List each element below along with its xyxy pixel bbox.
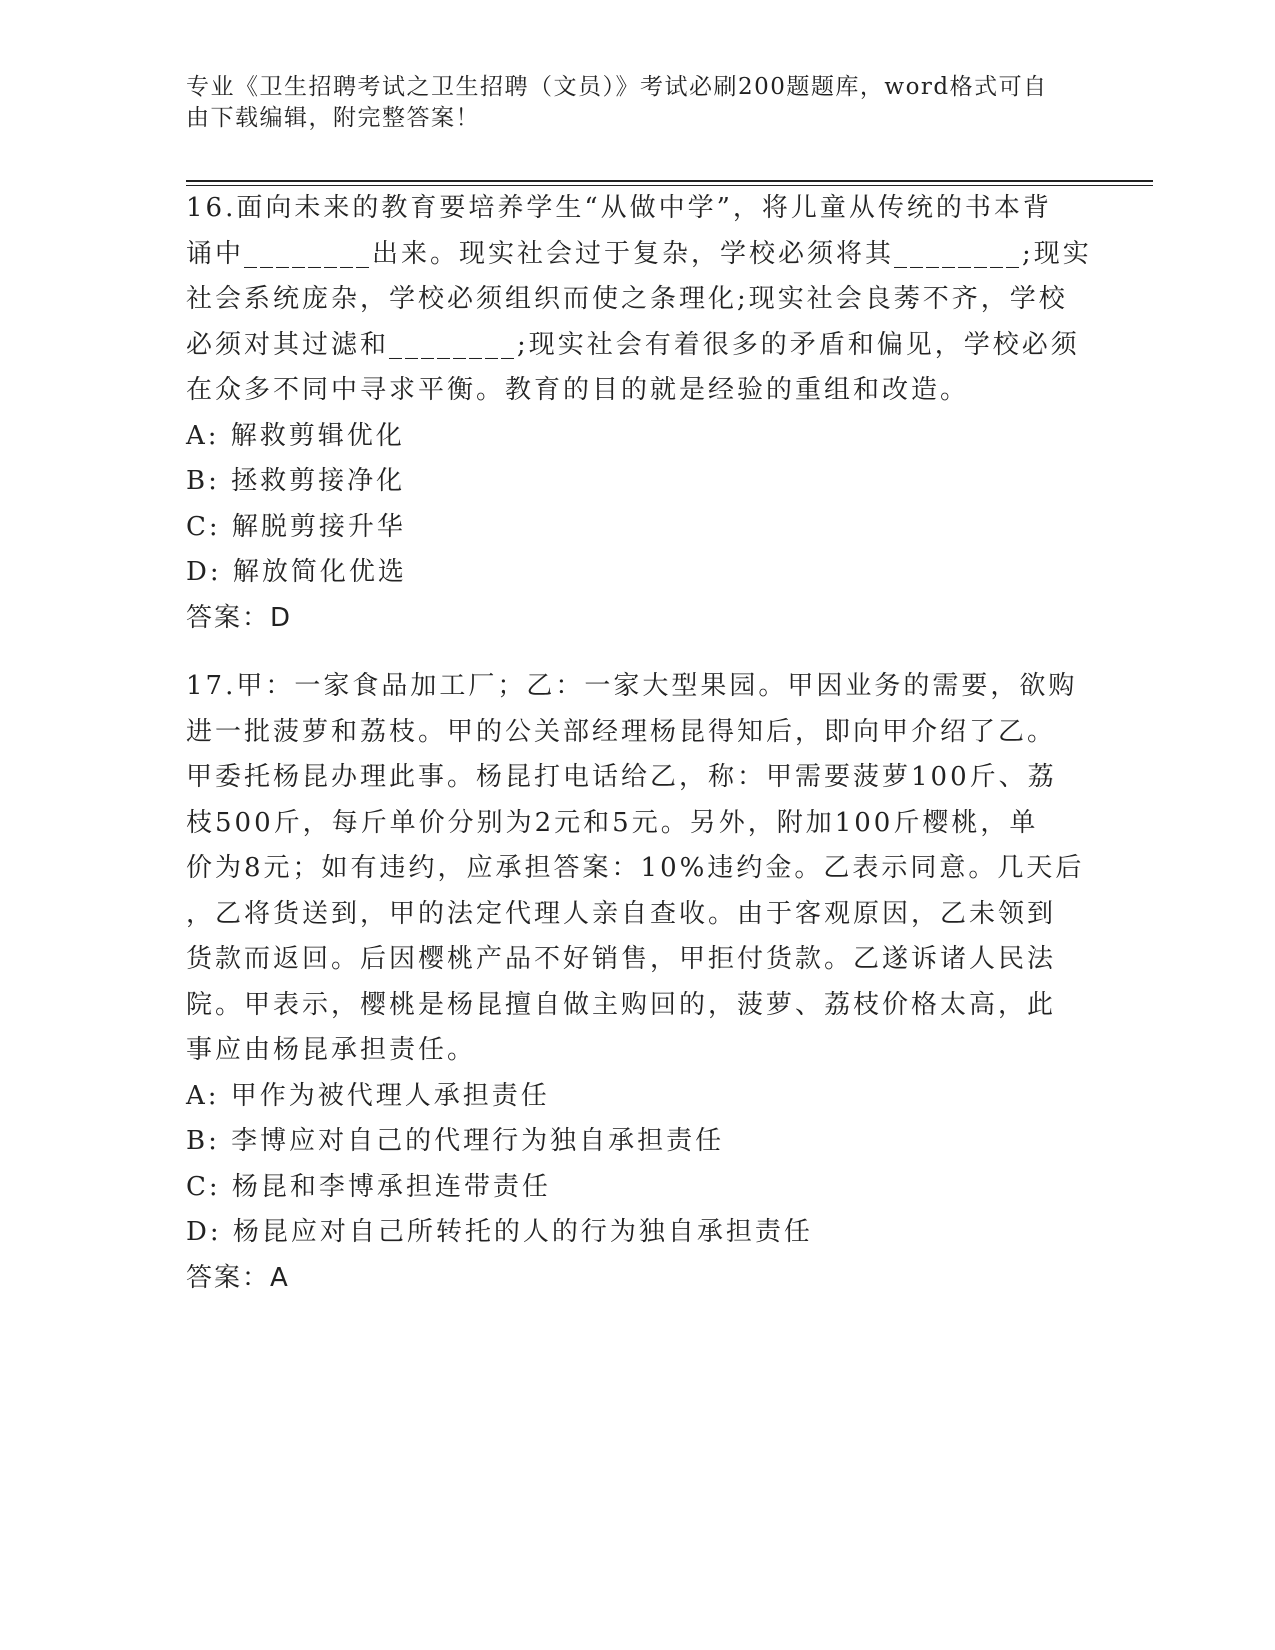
question-line: 枝500斤，每斤单价分别为2元和5元。另外，附加100斤樱桃，单: [186, 807, 1039, 838]
question-line: 诵中________出来。现实社会过于复杂，学校必须将其________;现实: [186, 238, 1092, 269]
header-line-1: 专业《卫生招聘考试之卫生招聘（文员）》考试必刷200题题库，word格式可自: [186, 74, 1048, 100]
question-line: 事应由杨昆承担责任。: [186, 1035, 477, 1065]
question-line: ，乙将货送到，甲的法定代理人亲自查收。由于客观原因，乙未领到: [186, 898, 1057, 929]
option-a: A: 甲作为被代理人承担责任: [186, 1080, 550, 1111]
question-line: 院。甲表示，樱桃是杨昆擅自做主购回的，菠萝、荔枝价格太高，此: [186, 989, 1057, 1020]
question-line: 16.面向未来的教育要培养学生“从做中学”，将儿童从传统的书本背: [186, 193, 1052, 223]
answer-label: 答案：A: [186, 1262, 290, 1293]
question-17: [186, 664, 1085, 1301]
question-line: 进一批菠萝和荔枝。甲的公关部经理杨昆得知后，即向甲介绍了乙。: [186, 716, 1057, 747]
option-d: D: 杨昆应对自己所转托的人的行为独自承担责任: [186, 1217, 813, 1247]
question-line: 必须对其过滤和________;现实社会有着很多的矛盾和偏见，学校必须: [186, 329, 1080, 360]
question-line: 在众多不同中寻求平衡。教育的目的就是经验的重组和改造。: [186, 375, 970, 405]
question-text: [186, 664, 1085, 1074]
option-d: D: 解放简化优选: [186, 557, 407, 587]
question-line: 甲委托杨昆办理此事。杨昆打电话给乙，称：甲需要菠萝100斤、荔: [186, 762, 1057, 792]
option-c: C: 解脱剪接升华: [186, 511, 406, 542]
answer-label: 答案：D: [186, 602, 293, 633]
option-b: B: 李博应对自己的代理行为独自承担责任: [186, 1126, 725, 1156]
document-header: [186, 72, 1066, 134]
question-line: 社会系统庞杂，学校必须组织而使之条理化;现实社会良莠不齐，学校: [186, 284, 1068, 314]
header-rule-thick: [186, 180, 1153, 182]
question-text: [186, 186, 1092, 414]
question-line: 价为8元；如有违约，应承担答案：10%违约金。乙表示同意。几天后: [186, 853, 1085, 883]
option-a: A: 解救剪辑优化: [186, 420, 405, 451]
question-line: 货款而返回。后因樱桃产品不好销售，甲拒付货款。乙遂诉诸人民法: [186, 944, 1057, 974]
option-b: B: 拯救剪接净化: [186, 466, 406, 496]
header-line-2: 由下载编辑，附完整答案！: [186, 105, 480, 131]
question-16: [186, 186, 1092, 641]
question-line: 17.甲：一家食品加工厂；乙：一家大型果园。甲因业务的需要，欲购: [186, 671, 1078, 701]
option-c: C: 杨昆和李博承担连带责任: [186, 1171, 551, 1202]
